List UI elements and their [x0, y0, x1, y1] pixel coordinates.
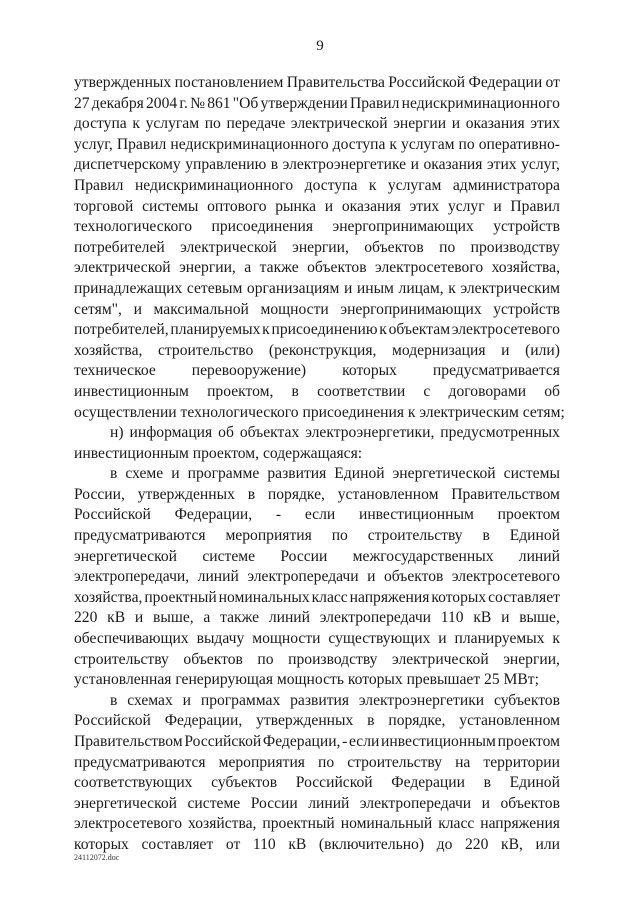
- text-line: энергетической системе России линий электропередачи и объектов: [74, 794, 560, 812]
- text-line: диспетчерскому управлению в электроэнергетике и оказания этих услуг,: [74, 156, 560, 174]
- file-name-footer: 24112072.doc: [74, 853, 120, 862]
- text-line: торговой системы оптового рынка и оказания этих услуг и Правил: [74, 197, 560, 215]
- text-line: в схеме и программе развития Единой энергетической системы: [110, 465, 560, 483]
- text-line: Российской Федерации, утвержденных в порядке, установленном: [74, 712, 560, 730]
- text-line: Правил недискриминационного доступа к услугам администратора: [74, 176, 560, 194]
- text-line: 27 декабря 2004 г. № 861 "Об утверждении Правил недискриминационного: [74, 94, 560, 112]
- text-line: потребителей, планируемых к присоединению к объектам электросетевого: [74, 321, 560, 339]
- text-line: России, утвержденных в порядке, установленном Правительством: [74, 485, 560, 503]
- text-line: энергетической системе России межгосударственных линий: [74, 547, 560, 565]
- text-line: обеспечивающих выдачу мощности существующих и планируемых к: [74, 630, 560, 648]
- text-line: осуществлении технологического присоединения к электрическим сетям;: [74, 403, 565, 421]
- text-line: технологического присоединения энергопринимающих устройств: [74, 218, 560, 236]
- text-line: доступа к услугам по передаче электрической энергии и оказания этих: [74, 115, 560, 133]
- text-line: н) информация об объектах электроэнергетики, предусмотренных: [110, 424, 560, 442]
- text-line: утвержденных постановлением Правительства Российской Федерации от: [74, 74, 560, 91]
- text-line: принадлежащих сетевым организациям и иным лицам, к электрическим: [74, 279, 560, 297]
- text-line: потребителей электрической энергии, объектов по производству: [74, 238, 560, 256]
- text-line: предусматриваются мероприятия по строительству на территории: [74, 753, 560, 771]
- text-line: Российской Федерации, - если инвестиционным проектом: [74, 506, 560, 524]
- text-line: электропередачи, линий электропередачи и объектов электросетевого: [74, 568, 560, 586]
- text-line: предусматриваются мероприятия по строительству в Единой: [74, 527, 560, 545]
- text-line: установленная генерирующая мощность которых превышает 25 МВт;: [74, 671, 539, 689]
- text-line: сетям", и максимальной мощности энергопринимающих устройств: [74, 300, 560, 318]
- text-line: техническое перевооружение) которых предусматривается: [74, 362, 560, 380]
- text-line: инвестиционным проектом, в соответствии с договорами об: [74, 382, 560, 400]
- text-line: услуг, Правил недискриминационного доступа к услугам по оперативно-: [74, 135, 560, 153]
- text-line: хозяйства, проектный номинальных класс напряжения которых составляет: [74, 588, 560, 606]
- text-line: 220 кВ и выше, а также линий электропередачи 110 кВ и выше,: [74, 609, 560, 627]
- text-line: соответствующих субъектов Российской Федерации в Единой: [74, 774, 560, 792]
- text-line: в схемах и программах развития электроэнергетики субъектов: [110, 691, 560, 709]
- text-line: которых составляет от 110 кВ (включительно) до 220 кВ, или: [74, 835, 560, 853]
- page-number: 9: [316, 38, 324, 54]
- text-line: электросетевого хозяйства, проектный номинальный класс напряжения: [74, 815, 560, 833]
- document-body: [74, 73, 565, 856]
- text-line: Правительством Российской Федерации, - если инвестиционным проектом: [74, 733, 560, 750]
- text-line: электрической энергии, а также объектов электросетевого хозяйства,: [74, 259, 560, 277]
- text-line: инвестиционным проектом, содержащаяся:: [74, 444, 363, 462]
- text-line: хозяйства, строительство (реконструкция, модернизация и (или): [74, 341, 560, 359]
- text-line: строительству объектов по производству электрической энергии,: [74, 650, 560, 668]
